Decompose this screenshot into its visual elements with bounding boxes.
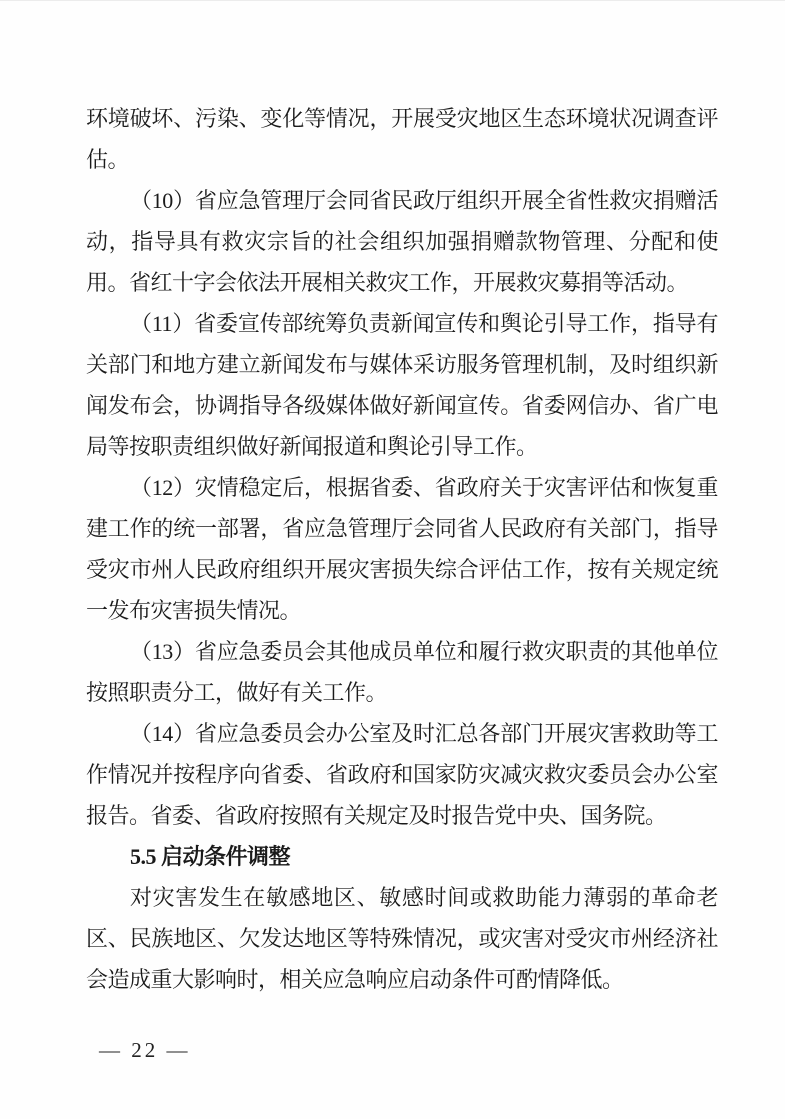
paragraph-item-12: （12）灾情稳定后，根据省委、省政府关于灾害评估和恢复重建工作的统一部署，省应急管理厅会同省人民政府有关部门，指导受灾市州人民政府组织开展灾害损失综合评估工作，按有关规定统一发布灾害损失情况。 bbox=[86, 475, 718, 623]
section-heading-5-5: 5.5 启动条件调整 bbox=[130, 844, 291, 869]
paragraph-continuation: 环境破坏、污染、变化等情况，开展受灾地区生态环境状况调查评估。 bbox=[86, 106, 718, 172]
paragraph-item-10: （10）省应急管理厅会同省民政厅组织开展全省性救灾捐赠活动，指导具有救灾宗旨的社会组织加强捐赠款物管理、分配和使用。省红十字会依法开展相关救灾工作，开展救灾募捐等活动。 bbox=[86, 188, 718, 295]
document-body bbox=[86, 98, 718, 1000]
paragraph-item-13: （13）省应急委员会其他成员单位和履行救灾职责的其他单位按照职责分工，做好有关工作。 bbox=[86, 639, 718, 705]
page-number: — 22 — bbox=[99, 1038, 191, 1062]
paragraph-item-11: （11）省委宣传部统筹负责新闻宣传和舆论引导工作，指导有关部门和地方建立新闻发布与媒体采访服务管理机制，及时组织新闻发布会，协调指导各级媒体做好新闻宣传。省委网信办、省广电局等按职责组织做好新闻报道和舆论引导工作。 bbox=[86, 311, 718, 459]
paragraph-adjustment: 对灾害发生在敏感地区、敏感时间或救助能力薄弱的革命老区、民族地区、欠发达地区等特殊情况，或灾害对受灾市州经济社会造成重大影响时，相关应急响应启动条件可酌情降低。 bbox=[86, 885, 718, 992]
paragraph-item-14: （14）省应急委员会办公室及时汇总各部门开展灾害救助等工作情况并按程序向省委、省政府和国家防灾减灾救灾委员会办公室报告。省委、省政府按照有关规定及时报告党中央、国务院。 bbox=[86, 721, 718, 828]
